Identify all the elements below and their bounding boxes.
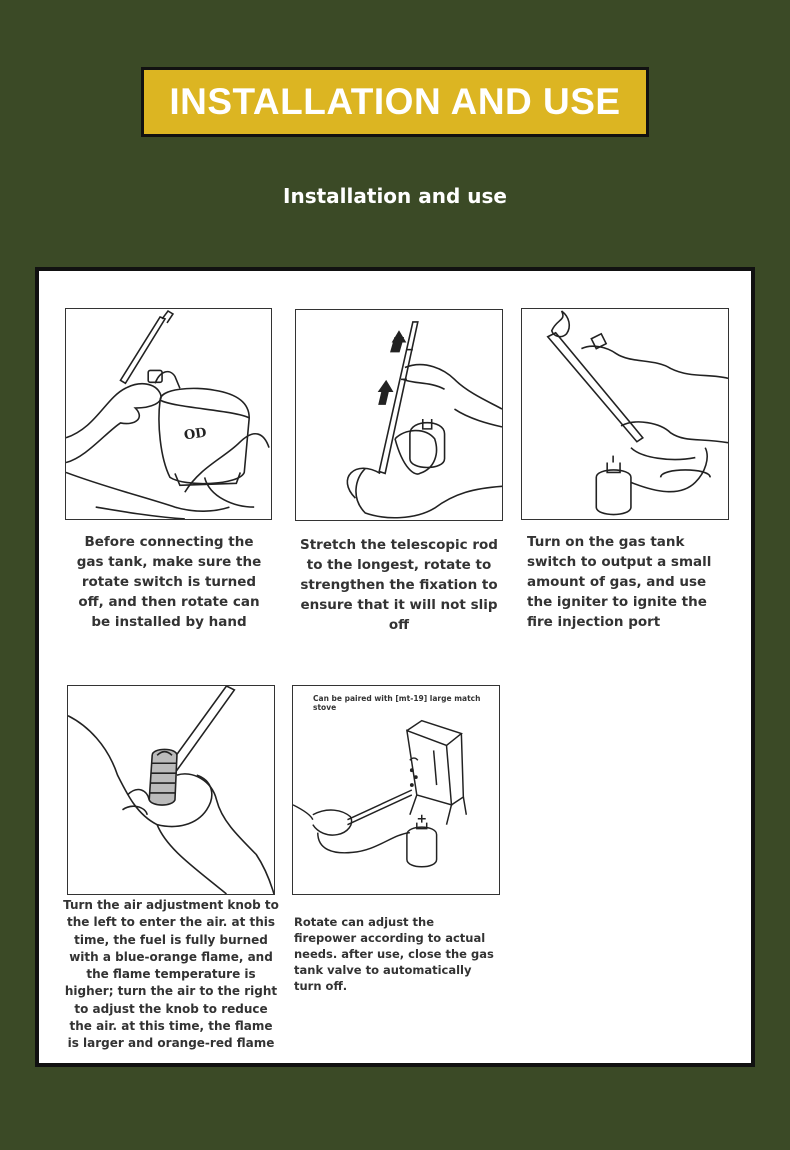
step-5-illustration bbox=[292, 685, 500, 895]
step-4-illustration bbox=[67, 685, 275, 895]
step-1-illustration bbox=[65, 308, 272, 520]
step-3-caption: Turn on the gas tank switch to output a small amount of gas, and use the igniter to ignite the fire injection port bbox=[527, 534, 712, 630]
step-5-caption: Rotate can adjust the firepower according to actual needs. after use, close the gas tank valve to automatically turn off. bbox=[294, 915, 494, 993]
step-4-caption: Turn the air adjustment knob to the left to enter the air. at this time, the fuel is fully burned with a blue-orange flame, and the flame temperature is higher; turn the air to the right to adjust the knob to reduce the air. at this time, the flame is larger and orange-red flame bbox=[63, 898, 279, 1051]
step-1-caption: Before connecting the gas tank, make sure the rotate switch is turned off, and then rotate can be installed by hand bbox=[76, 534, 262, 630]
extending-rod-icon bbox=[296, 310, 502, 520]
hands-attaching-tank-icon bbox=[66, 309, 271, 519]
step-3-illustration bbox=[521, 308, 729, 520]
instructions-panel bbox=[35, 267, 755, 1067]
banner-title: INSTALLATION AND USE bbox=[169, 81, 621, 122]
step-2-illustration bbox=[295, 309, 503, 521]
tank-label: OD bbox=[183, 425, 208, 444]
section-subtitle: Installation and use bbox=[283, 184, 507, 208]
adjusting-air-knob-icon bbox=[68, 686, 274, 894]
igniting-burner-icon bbox=[522, 309, 728, 519]
step-2-caption: Stretch the telescopic rod to the longest, rotate to strengthen the fixation to ensure that it will not slip off bbox=[300, 537, 498, 633]
title-banner bbox=[141, 67, 649, 137]
stove-and-burner-icon bbox=[293, 686, 499, 894]
step-5-note: Can be paired with [mt-19] large match stove bbox=[313, 694, 481, 712]
